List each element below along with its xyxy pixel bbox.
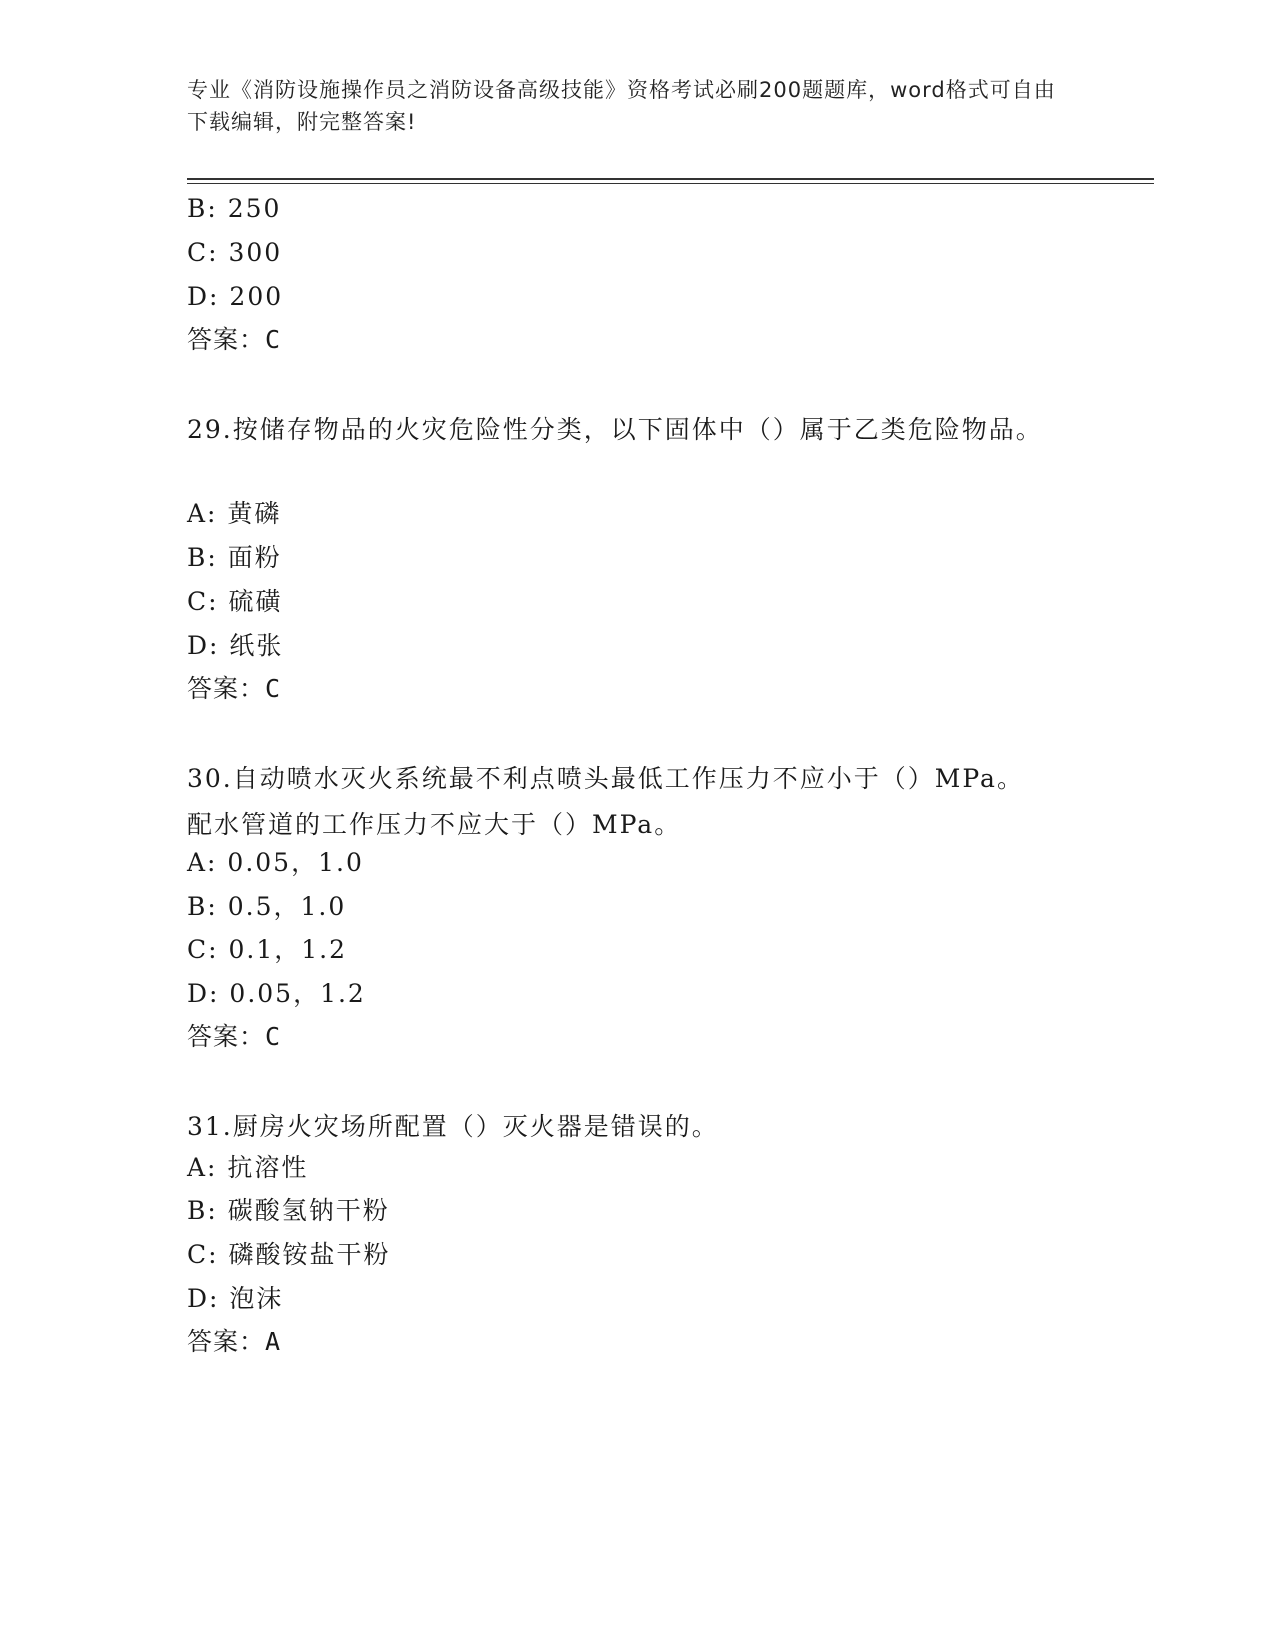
answer-value: A <box>265 1327 282 1356</box>
answer-label: 答案： <box>187 674 266 703</box>
q30-question: 30.自动喷水灭火系统最不利点喷头最低工作压力不应小于（）MPa。配水管道的工作压力不应大于（）MPa。 <box>187 764 1024 839</box>
header-divider-thin <box>187 183 1154 184</box>
q28-answer <box>187 323 281 357</box>
q30-option-d: D: 0.05，1.2 <box>187 979 366 1008</box>
q31-option-a: A: 抗溶性 <box>187 1153 309 1182</box>
q30-option-c: C: 0.1，1.2 <box>187 935 348 964</box>
q31-option-d: D: 泡沫 <box>187 1284 284 1313</box>
q29-option-c: C: 硫磺 <box>187 587 283 616</box>
q30-option-b: B: 0.5，1.0 <box>187 892 347 921</box>
answer-value: C <box>265 674 282 703</box>
q28-option-d: D: 200 <box>187 282 284 311</box>
q31-answer <box>187 1325 281 1359</box>
header-divider-thick <box>187 178 1154 180</box>
q29-answer <box>187 672 281 706</box>
q29-option-a: A: 黄磷 <box>187 499 282 528</box>
q31-option-b: B: 碳酸氢钠干粉 <box>187 1196 390 1225</box>
q28-option-b: B: 250 <box>187 194 282 223</box>
answer-value: C <box>265 1022 282 1051</box>
answer-label: 答案： <box>187 1327 266 1356</box>
q29-option-d: D: 纸张 <box>187 631 284 660</box>
answer-value: C <box>265 325 282 354</box>
document-header: 专业《消防设施操作员之消防设备高级技能》资格考试必刷200题题库，word格式可自由下载编辑，附完整答案! <box>187 78 1056 134</box>
q30-option-a: A: 0.05，1.0 <box>187 848 364 877</box>
q30-answer <box>187 1020 281 1054</box>
answer-label: 答案： <box>187 1022 266 1051</box>
q31-option-c: C: 磷酸铵盐干粉 <box>187 1240 391 1269</box>
q29-option-b: B: 面粉 <box>187 543 282 572</box>
q28-option-c: C: 300 <box>187 238 283 267</box>
q31-question: 31.厨房火灾场所配置（）灭火器是错误的。 <box>187 1112 719 1141</box>
q29-question: 29.按储存物品的火灾危险性分类，以下固体中（）属于乙类危险物品。 <box>187 415 1043 444</box>
answer-label: 答案： <box>187 325 266 354</box>
